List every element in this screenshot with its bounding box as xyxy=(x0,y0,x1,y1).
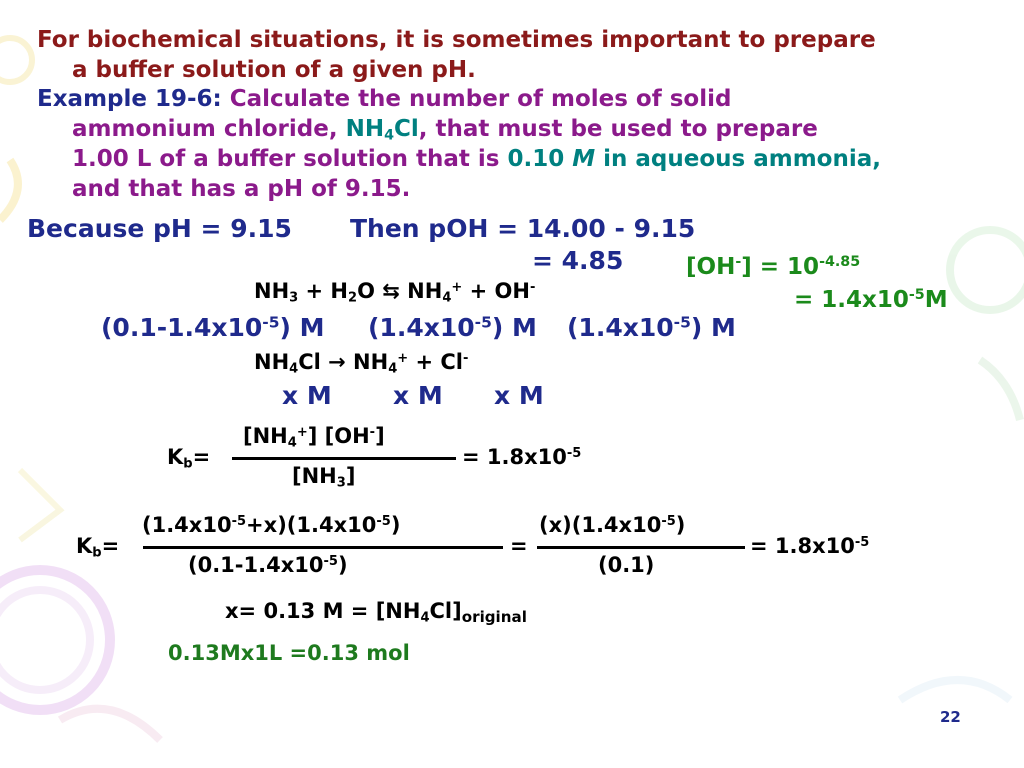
kb2-middle-equals: = xyxy=(510,534,528,558)
nh4cl-sub: 4 xyxy=(384,127,395,144)
eq1-nh: NH xyxy=(254,279,290,303)
nh4cl-cl: Cl xyxy=(394,116,419,142)
xm-3: x M xyxy=(494,381,544,410)
xm-1: x M xyxy=(282,381,332,410)
kb2-b: b xyxy=(92,545,102,561)
conc-ammonia xyxy=(101,313,325,342)
conc3-exp: -5 xyxy=(673,313,691,332)
because-ph: Because pH = 9.15 xyxy=(27,214,292,243)
conc-ammonium xyxy=(368,313,537,342)
conc2-a: (1.4x10 xyxy=(368,313,475,342)
eq2-cl-sup: - xyxy=(463,350,469,366)
eq1-nh4-sub: 4 xyxy=(442,290,452,306)
conc3-a: (1.4x10 xyxy=(567,313,674,342)
example-molar: M xyxy=(572,146,596,172)
oh-line-1 xyxy=(686,254,860,280)
conc1-a: (0.1-1.4x10 xyxy=(101,313,263,342)
conc1-b: ) M xyxy=(279,313,325,342)
kb2-num1-exp1: -5 xyxy=(231,513,247,529)
kb1-b: b xyxy=(183,456,193,472)
eq2-nh-sub: 4 xyxy=(289,361,299,377)
oh-line-2 xyxy=(794,287,948,313)
kb2-fraction-bar-2 xyxy=(537,546,745,549)
kb1-label xyxy=(167,445,211,472)
x-result-original: original xyxy=(461,607,527,626)
kb2-k: K xyxy=(76,534,93,558)
page-number: 22 xyxy=(940,708,961,726)
eq1-plus-oh: + OH xyxy=(462,279,530,303)
kb2-num2-a: (x)(1.4x10 xyxy=(539,513,662,537)
oh-value: = 1.4x10 xyxy=(794,287,909,313)
kb2-num2-exp: -5 xyxy=(661,513,676,529)
example-line-2 xyxy=(72,114,818,144)
eq2-nh4-sub: 4 xyxy=(388,361,398,377)
kb1-k: K xyxy=(167,445,184,469)
x-result-sub: 4 xyxy=(420,610,430,626)
kb2-denominator-1 xyxy=(188,553,348,577)
example-line-3 xyxy=(72,144,881,174)
dissociation-ammonium-chloride xyxy=(254,350,469,377)
kb2-result-exp: -5 xyxy=(854,534,870,550)
conc-hydroxide xyxy=(567,313,736,342)
kb2-den1-exp: -5 xyxy=(323,553,338,569)
conc2-exp: -5 xyxy=(474,313,492,332)
example-line3-a: 1.00 L of a buffer solution that is xyxy=(72,146,508,172)
kb2-num2-b: ) xyxy=(675,513,686,537)
kb1-num-sup2: - xyxy=(369,424,376,440)
kb2-den1-b: ) xyxy=(337,553,348,577)
conc3-b: ) M xyxy=(690,313,736,342)
conc1-exp: -5 xyxy=(262,313,280,332)
conc2-b: ) M xyxy=(491,313,537,342)
eq1-h-sub: 2 xyxy=(348,290,358,306)
kb1-fraction-bar xyxy=(232,457,456,460)
kb1-numerator xyxy=(243,424,385,451)
eq1-o-arrow: O ⇆ NH xyxy=(357,279,443,303)
kb2-numerator-2 xyxy=(539,513,685,537)
example-conc: 0.10 xyxy=(507,146,573,172)
kb2-num1-b: +x)(1.4x10 xyxy=(246,513,377,537)
example-line2-b: , that must be used to prepare xyxy=(418,116,818,142)
kb1-den-a: [NH xyxy=(292,464,337,488)
eq1-oh-sup: - xyxy=(529,279,536,295)
kb2-den1-a: (0.1-1.4x10 xyxy=(188,553,324,577)
example-line-4: and that has a pH of 9.15. xyxy=(72,176,411,202)
eq2-nh4-sup: + xyxy=(397,350,409,366)
example-line-1 xyxy=(37,84,731,114)
kb1-num-c: ] xyxy=(375,424,385,448)
eq2-cl-arrow: Cl → NH xyxy=(298,350,389,374)
kb1-den-sub: 3 xyxy=(336,475,346,491)
kb2-label xyxy=(76,534,120,561)
oh-exponent: -4.85 xyxy=(819,254,861,271)
poh-result: = 4.85 xyxy=(532,246,624,275)
kb1-num-sub: 4 xyxy=(287,435,297,451)
example-line3-b: in aqueous ammonia, xyxy=(595,146,881,172)
eq1-plus-h: + H xyxy=(298,279,349,303)
x-result-b: Cl] xyxy=(429,599,462,623)
oh-value-exponent: -5 xyxy=(908,287,925,304)
eq2-plus-cl: + Cl xyxy=(408,350,463,374)
kb2-result-a: = 1.8x10 xyxy=(750,534,855,558)
kb1-eq: = xyxy=(192,445,211,469)
kb1-result-a: = 1.8x10 xyxy=(462,445,567,469)
eq1-nh-sub: 3 xyxy=(289,290,299,306)
oh-bracket: [OH xyxy=(686,254,736,280)
intro-line-2: a buffer solution of a given pH. xyxy=(72,57,476,83)
then-poh: Then pOH = 14.00 - 9.15 xyxy=(350,214,696,243)
equilibrium-ammonia xyxy=(254,279,536,306)
oh-charge: - xyxy=(735,254,742,271)
kb2-num1-c: ) xyxy=(390,513,401,537)
kb1-num-a: [NH xyxy=(243,424,288,448)
xm-2: x M xyxy=(393,381,443,410)
example-label: Example 19-6: xyxy=(37,86,222,112)
kb2-numerator-1 xyxy=(142,513,400,537)
kb1-den-b: ] xyxy=(345,464,356,488)
kb1-num-b: ] [OH xyxy=(307,424,370,448)
kb2-eq: = xyxy=(101,534,120,558)
moles-result: 0.13Mx1L =0.13 mol xyxy=(168,641,410,665)
intro-line-1: For biochemical situations, it is sometimes important to prepare xyxy=(37,27,876,53)
example-line1-text: Calculate the number of moles of solid xyxy=(229,86,732,112)
kb2-num1-a: (1.4x10 xyxy=(142,513,232,537)
nh4cl-formula xyxy=(346,116,419,142)
kb2-fraction-bar-1 xyxy=(143,546,503,549)
eq2-nh: NH xyxy=(254,350,290,374)
kb1-denominator xyxy=(292,464,356,491)
nh4cl-nh: NH xyxy=(345,116,385,142)
kb2-num1-exp2: -5 xyxy=(376,513,391,529)
oh-equals: ] = 10 xyxy=(741,254,820,280)
kb1-result xyxy=(462,445,581,469)
x-result-a: x= 0.13 M = [NH xyxy=(225,599,421,623)
kb2-denominator-2: (0.1) xyxy=(598,553,655,577)
oh-unit: M xyxy=(924,287,948,313)
kb1-result-exp: -5 xyxy=(566,445,582,461)
example-line2-a: ammonium chloride, xyxy=(72,116,346,142)
eq1-nh4-sup: + xyxy=(451,279,463,295)
kb2-result xyxy=(750,534,869,558)
x-result xyxy=(225,599,527,626)
kb1-num-sup: + xyxy=(296,424,308,440)
